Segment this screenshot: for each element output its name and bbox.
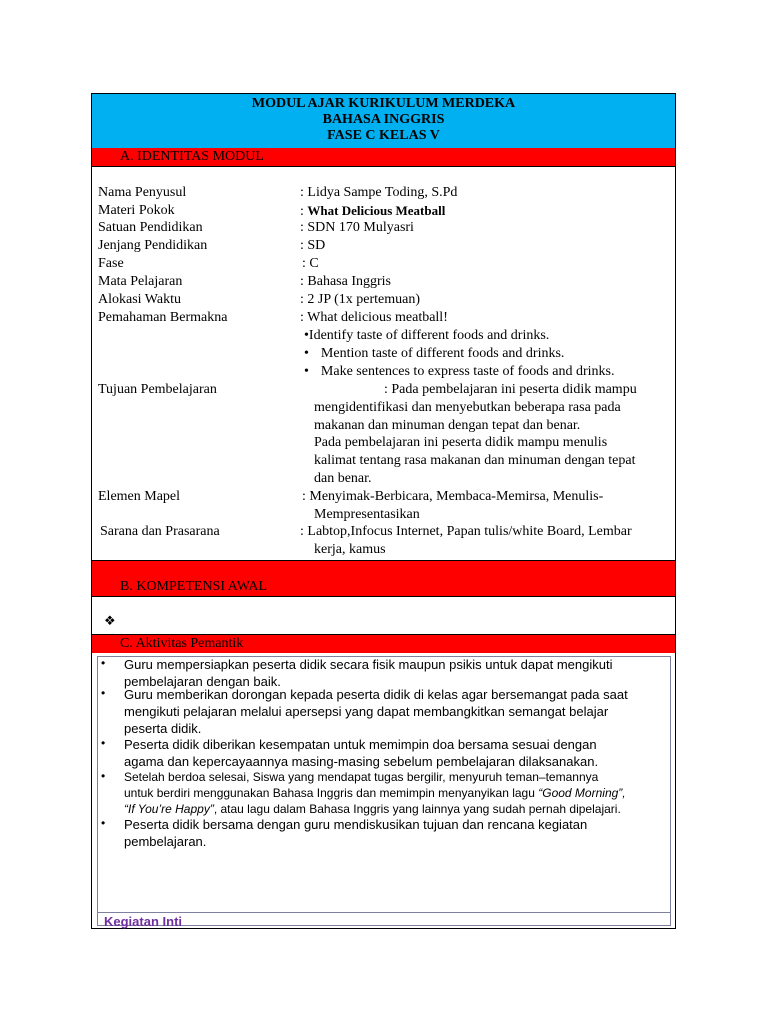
materi-title: What Delicious Meatball (307, 203, 446, 218)
bullet-icon: • (101, 736, 106, 750)
tujuan-line-6: dan benar. (314, 471, 372, 486)
section-b-title: B. KOMPETENSI AWAL (120, 579, 268, 594)
section-c-bar (92, 635, 675, 653)
nama-value: : Lidya Sampe Toding, S.Pd (300, 185, 458, 200)
section-a-bar (92, 148, 675, 166)
bullet-icon: • (101, 686, 106, 700)
header-subject: BAHASA INGGRIS (322, 112, 445, 127)
aktivitas-item-3: Peserta didik diberikan kesempatan untuk memimpin doa bersama sesuai dengan agama dan kepercayaannya masing-masing sebelum pembelajaran dilaksanakan. (124, 737, 599, 769)
tujuan-line-5: kalimat tentang rasa makanan dan minuman dengan tepat (314, 453, 636, 468)
satuan-label: Satuan Pendidikan (98, 220, 203, 235)
fase-label: Fase (98, 256, 124, 271)
bullet-icon: • (304, 328, 309, 343)
module-table (91, 93, 676, 929)
tujuan-line-3: makanan dan minuman dengan tepat dan benar. (314, 418, 581, 433)
pemahaman-value: : What delicious meatball! (300, 310, 448, 325)
elemen-line-1: : Menyimak-Berbicara, Membaca-Memirsa, Menulis- (302, 489, 604, 504)
divider (98, 912, 670, 913)
mapel-value: : Bahasa Inggris (300, 274, 391, 289)
tujuan-line-1: : Pada pembelajaran ini peserta didik mampu (384, 382, 637, 397)
header-title: MODUL AJAR KURIKULUM MERDEKA (251, 96, 516, 111)
kegiatan-inti-heading: Kegiatan Inti (104, 914, 183, 929)
pemahaman-label: Pemahaman Bermakna (98, 310, 228, 325)
sarana-line-2: kerja, kamus (314, 542, 386, 557)
aktivitas-item-5: Peserta didik bersama dengan guru mendiskusikan tujuan dan rencana kegiatan pembelajaran. (124, 817, 588, 849)
materi-colon: : (300, 204, 308, 219)
pemahaman-bullet-2: • Mention taste of different foods and drinks. (304, 346, 565, 361)
mapel-label: Mata Pelajaran (98, 274, 183, 289)
tujuan-line-4: Pada pembelajaran ini peserta didik mampu menulis (314, 435, 608, 450)
tujuan-label: Tujuan Pembelajaran (98, 382, 217, 397)
tujuan-line-2: mengidentifikasi dan menyebutkan beberapa rasa pada (314, 400, 621, 415)
section-a-title: A. IDENTITAS MODUL (120, 149, 264, 164)
bullet-icon: • (101, 656, 106, 670)
alokasi-label: Alokasi Waktu (98, 292, 181, 307)
header-phase: FASE C KELAS V (327, 128, 440, 143)
bullet-icon: • (304, 346, 309, 361)
elemen-label: Elemen Mapel (98, 489, 181, 504)
pemahaman-bullet-3: • Make sentences to express taste of foods and drinks. (304, 364, 615, 379)
bullet-icon: • (304, 364, 309, 379)
fase-value: : C (302, 256, 319, 271)
divider (92, 596, 675, 597)
aktivitas-item-4: Setelah berdoa selesai, Siswa yang mendapat tugas bergilir, menyuruh teman–temannya untuk berdiri menggunakan Bahasa Inggris dan memimpin menyanyikan lagu “Good Morning”, “If You’re Happy”, atau lagu dalam Bahasa Inggris yang lainnya yang sudah pernah dipelajari. (124, 770, 626, 816)
pemahaman-bullet-1: •Identify taste of different foods and drinks. (304, 328, 550, 343)
materi-value (300, 203, 445, 220)
module-header (92, 94, 675, 148)
materi-label: Materi Pokok (98, 203, 175, 218)
alokasi-value: : 2 JP (1x pertemuan) (300, 292, 421, 307)
kompetensi-bullet-icon: ❖ (104, 613, 116, 628)
elemen-line-2: Mempresentasikan (314, 507, 420, 522)
section-c-title: C. Aktivitas Pemantik (120, 636, 244, 651)
song-title-if-youre-happy: “If You’re Happy” (124, 802, 214, 816)
section-b-bar (92, 561, 675, 596)
divider (92, 166, 675, 167)
bullet-icon: • (101, 816, 106, 830)
aktivitas-item-1: Guru mempersiapkan peserta didik secara fisik maupun psikis untuk dapat mengikuti pembelajaran dengan baik. (124, 657, 613, 689)
nama-label: Nama Penyusul (98, 185, 187, 200)
satuan-value: : SDN 170 Mulyasri (300, 220, 414, 235)
bullet-icon: • (101, 769, 106, 783)
jenjang-label: Jenjang Pendidikan (98, 238, 208, 253)
aktivitas-item-2: Guru memberikan dorongan kepada peserta didik di kelas agar bersemangat pada saat mengikuti pelajaran melalui apersepsi yang dapat membangkitkan semangat belajar peserta didik. (124, 687, 628, 736)
song-title-good-morning: “Good Morning”, (538, 786, 626, 800)
sarana-label: Sarana dan Prasarana (100, 524, 220, 539)
jenjang-value: : SD (300, 238, 326, 253)
sarana-line-1: : Labtop,Infocus Internet, Papan tulis/white Board, Lembar (300, 524, 632, 539)
